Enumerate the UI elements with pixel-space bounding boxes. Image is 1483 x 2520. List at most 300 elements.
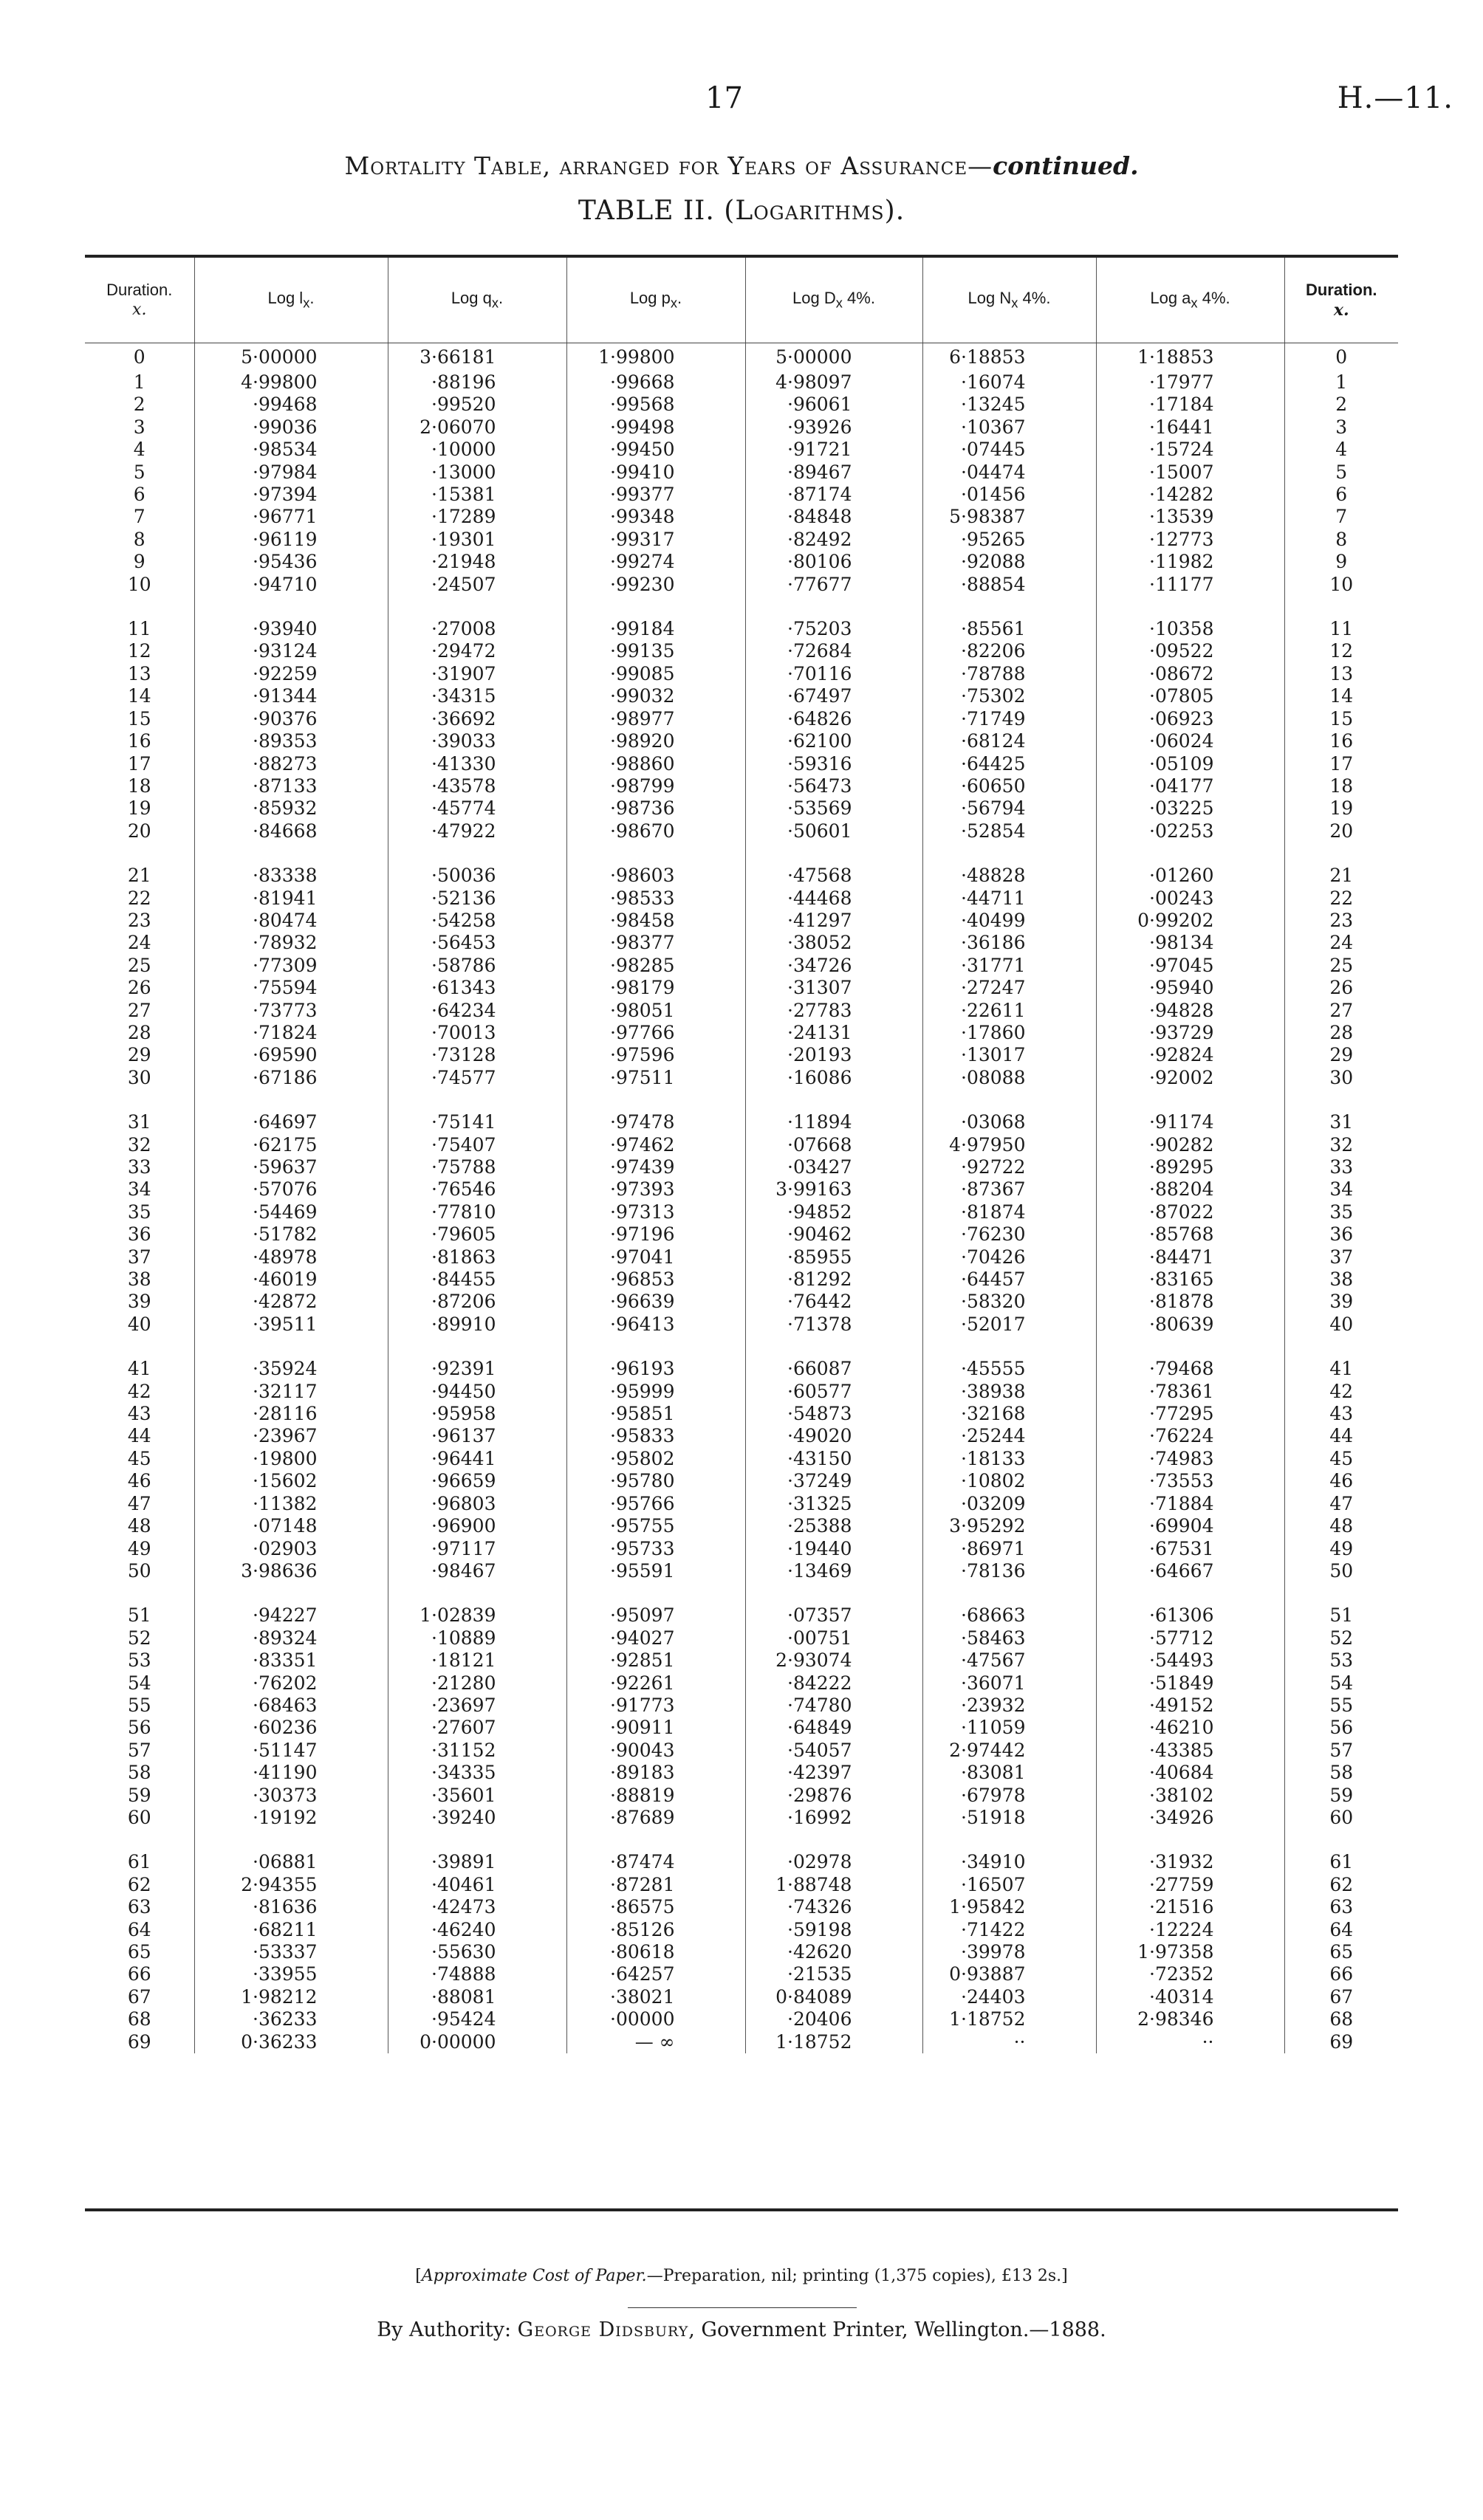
table-cell: 68 bbox=[127, 2008, 151, 2030]
table-cell: ·95940 bbox=[1096, 977, 1284, 999]
table-cell: 14 bbox=[127, 685, 151, 707]
table-cell: 1·99800 bbox=[566, 343, 745, 372]
table-cell: ·94852 bbox=[745, 1201, 922, 1223]
table-cell: ·20406 bbox=[745, 2008, 922, 2030]
table-cell: ·97478 bbox=[566, 1111, 745, 1133]
table-cell: ·71749 bbox=[922, 708, 1096, 730]
table-cell: ·34910 bbox=[922, 1851, 1096, 1873]
table-cell: ·83351 bbox=[194, 1649, 388, 1672]
table-cell: 65 bbox=[1284, 1941, 1398, 1963]
table-cell: 8 bbox=[133, 528, 145, 550]
table-cell: 53 bbox=[127, 1649, 151, 1672]
table-cell: 34 bbox=[1284, 1178, 1398, 1201]
table-cell: ·98377 bbox=[566, 932, 745, 954]
column-header-variable: x. bbox=[1333, 300, 1349, 320]
table-row bbox=[85, 1896, 1398, 1918]
table-cell: ·23967 bbox=[194, 1425, 388, 1447]
table-cell: ·67497 bbox=[745, 685, 922, 707]
column-header bbox=[745, 258, 922, 343]
table-cell: 1·95842 bbox=[922, 1896, 1096, 1918]
table-row bbox=[85, 371, 1398, 394]
table-cell: ·47567 bbox=[922, 1649, 1096, 1672]
table-cell: ·78361 bbox=[1096, 1381, 1284, 1403]
table-cell: ·67186 bbox=[194, 1067, 388, 1089]
table-cell: 38 bbox=[1284, 1268, 1398, 1291]
table-cell: 16 bbox=[1284, 730, 1398, 752]
table-cell: ·49020 bbox=[745, 1425, 922, 1447]
table-row bbox=[85, 1538, 1398, 1560]
table-cell: ·60577 bbox=[745, 1381, 922, 1403]
table-cell: ·08088 bbox=[922, 1067, 1096, 1089]
spacer-cell bbox=[745, 1089, 922, 1111]
table-cell: ·25244 bbox=[922, 1425, 1096, 1447]
table-cell: ·70426 bbox=[922, 1246, 1096, 1268]
table-cell: ·99377 bbox=[566, 484, 745, 506]
table-row bbox=[85, 1223, 1398, 1246]
table-cell: ·96639 bbox=[566, 1291, 745, 1313]
table-cell: ·95833 bbox=[566, 1425, 745, 1447]
table-caption bbox=[0, 151, 1483, 180]
table-cell: ·07357 bbox=[745, 1604, 922, 1627]
table-row bbox=[85, 1381, 1398, 1403]
table-cell: ·51918 bbox=[922, 1807, 1096, 1829]
column-header-variable: x. bbox=[132, 301, 147, 319]
spacer-cell bbox=[1096, 842, 1284, 865]
table-cell: ·45774 bbox=[388, 797, 566, 820]
spacer-cell bbox=[85, 1089, 194, 1111]
table-cell: 27 bbox=[127, 999, 151, 1021]
table-cell: 58 bbox=[1284, 1762, 1398, 1784]
table-cell: 55 bbox=[127, 1694, 151, 1716]
table-cell: 20 bbox=[127, 820, 151, 842]
table-cell: ·13245 bbox=[922, 394, 1096, 416]
table-cell: ·99668 bbox=[566, 371, 745, 394]
table-cell: ·98285 bbox=[566, 955, 745, 977]
table-row bbox=[85, 1156, 1398, 1178]
table-cell: — ∞ bbox=[566, 2031, 745, 2053]
spacer-cell bbox=[922, 1336, 1096, 1358]
table-cell: ·05109 bbox=[1096, 753, 1284, 775]
table-cell: 38 bbox=[127, 1268, 151, 1291]
table-cell: 63 bbox=[127, 1896, 151, 1918]
table-cell: 25 bbox=[127, 954, 151, 976]
table-row bbox=[85, 1111, 1398, 1133]
table-row bbox=[85, 1851, 1398, 1873]
table-cell: ·56473 bbox=[745, 775, 922, 797]
table-cell: 69 bbox=[127, 2030, 151, 2053]
table-cell: 39 bbox=[1284, 1291, 1398, 1313]
table-row bbox=[85, 1067, 1398, 1089]
table-cell: ·98051 bbox=[566, 1000, 745, 1022]
table-cell: ·64234 bbox=[388, 1000, 566, 1022]
table-cell: ·93926 bbox=[745, 416, 922, 439]
table-cell: ·64697 bbox=[194, 1111, 388, 1133]
table-cell: ·19301 bbox=[388, 529, 566, 551]
table-cell: ·21535 bbox=[745, 1963, 922, 1985]
table-row bbox=[85, 1604, 1398, 1627]
column-header bbox=[1284, 258, 1398, 343]
spacer-cell bbox=[1284, 842, 1398, 865]
table-cell: ·59316 bbox=[745, 753, 922, 775]
table-cell: ·94227 bbox=[194, 1604, 388, 1627]
table-cell: ·07148 bbox=[194, 1515, 388, 1537]
table-cell: ·27008 bbox=[388, 618, 566, 640]
table-cell: ·96137 bbox=[388, 1425, 566, 1447]
table-cell: ·96119 bbox=[194, 529, 388, 551]
spacer-cell bbox=[1096, 1089, 1284, 1111]
table-cell: ·31932 bbox=[1096, 1851, 1284, 1873]
table-cell: 1·88748 bbox=[745, 1874, 922, 1896]
column-header-suffix: . bbox=[499, 289, 504, 308]
table-cell: 30 bbox=[127, 1066, 151, 1088]
table-cell: ·93940 bbox=[194, 618, 388, 640]
footer-rule bbox=[628, 2307, 857, 2308]
table-cell: 0·36233 bbox=[194, 2031, 388, 2053]
table-cell: ·01456 bbox=[922, 484, 1096, 506]
table-cell: ·48978 bbox=[194, 1246, 388, 1268]
table-cell: ·54057 bbox=[745, 1740, 922, 1762]
table-cell: 60 bbox=[1284, 1807, 1398, 1829]
table-cell: ·48828 bbox=[922, 865, 1096, 887]
table-cell: ·97196 bbox=[566, 1223, 745, 1246]
table-cell: ·23932 bbox=[922, 1695, 1096, 1717]
table-cell: ·96441 bbox=[388, 1448, 566, 1470]
table-cell: ·02903 bbox=[194, 1538, 388, 1560]
table-cell: ·99450 bbox=[566, 439, 745, 461]
table-cell: ·95436 bbox=[194, 551, 388, 573]
table-cell: 1·98212 bbox=[194, 1986, 388, 2008]
table-cell: ·81941 bbox=[194, 888, 388, 910]
table-cell: ·68463 bbox=[194, 1695, 388, 1717]
table-cell: ·94710 bbox=[194, 574, 388, 596]
table-cell: ·98533 bbox=[566, 888, 745, 910]
table-cell: ·97394 bbox=[194, 484, 388, 506]
table-cell: ·96900 bbox=[388, 1515, 566, 1537]
table-cell: ·97393 bbox=[566, 1178, 745, 1201]
table-cell: 11 bbox=[127, 618, 151, 640]
table-cell: ·94828 bbox=[1096, 1000, 1284, 1022]
table-cell: 44 bbox=[127, 1425, 151, 1447]
table-cell: ·64257 bbox=[566, 1963, 745, 1985]
table-cell: ·40684 bbox=[1096, 1762, 1284, 1784]
table-cell: ·28116 bbox=[194, 1403, 388, 1425]
table-cell: ·39891 bbox=[388, 1851, 566, 1873]
table-cell: ·91174 bbox=[1096, 1111, 1284, 1133]
spacer-cell bbox=[388, 1089, 566, 1111]
spacer-cell bbox=[1284, 596, 1398, 618]
table-cell: ·19800 bbox=[194, 1448, 388, 1470]
table-cell: ·16086 bbox=[745, 1067, 922, 1089]
table-row bbox=[85, 2008, 1398, 2030]
table-cell: 31 bbox=[1284, 1111, 1398, 1133]
table-cell: 37 bbox=[1284, 1246, 1398, 1268]
table-cell: ·46019 bbox=[194, 1268, 388, 1291]
table-cell: ·83338 bbox=[194, 865, 388, 887]
table-cell: ·43578 bbox=[388, 775, 566, 797]
table-cell: ·40499 bbox=[922, 910, 1096, 932]
table-cell: ·69904 bbox=[1096, 1515, 1284, 1537]
group-spacer bbox=[85, 1089, 1398, 1111]
table-cell: ·45555 bbox=[922, 1358, 1096, 1380]
table-cell: 1·02839 bbox=[388, 1604, 566, 1627]
table-row bbox=[85, 708, 1398, 730]
table-cell: ·29472 bbox=[388, 640, 566, 662]
table-cell: ·97462 bbox=[566, 1134, 745, 1156]
table-cell: ·29876 bbox=[745, 1785, 922, 1807]
table-row bbox=[85, 797, 1398, 820]
table-cell: ·89183 bbox=[566, 1762, 745, 1784]
table-cell: ·99520 bbox=[388, 394, 566, 416]
table-cell: ·74780 bbox=[745, 1695, 922, 1717]
cost-note: [Approximate Cost of Paper.—Preparation, nil; printing (1,375 copies), £13 2s.] bbox=[415, 2267, 1068, 2285]
column-header-subscript: x bbox=[303, 295, 310, 311]
spacer-cell bbox=[922, 842, 1096, 865]
table-cell: ·70116 bbox=[745, 663, 922, 685]
table-cell: ·98860 bbox=[566, 753, 745, 775]
table-cell: ·38102 bbox=[1096, 1785, 1284, 1807]
table-cell: ·88854 bbox=[922, 574, 1096, 596]
spacer-cell bbox=[566, 1089, 745, 1111]
table-cell: ·95424 bbox=[388, 2008, 566, 2030]
table-cell: ·50601 bbox=[745, 820, 922, 842]
table-cell: ·80618 bbox=[566, 1941, 745, 1963]
table-cell: 30 bbox=[1284, 1067, 1398, 1089]
table-cell: ·96659 bbox=[388, 1470, 566, 1492]
table-row bbox=[85, 1785, 1398, 1807]
group-spacer bbox=[85, 1336, 1398, 1358]
table-cell: ·87022 bbox=[1096, 1201, 1284, 1223]
table-cell: ·98179 bbox=[566, 977, 745, 999]
table-row bbox=[85, 1874, 1398, 1896]
table-cell: ·31307 bbox=[745, 977, 922, 999]
authority-suffix: , Government Printer, Wellington.—1888. bbox=[688, 2318, 1106, 2341]
table-row bbox=[85, 640, 1398, 662]
spacer-cell bbox=[745, 1829, 922, 1851]
column-header-label: Log D bbox=[792, 289, 836, 308]
table-cell: ·98920 bbox=[566, 730, 745, 752]
table-cell: ·95265 bbox=[922, 529, 1096, 551]
table-cell: ·95851 bbox=[566, 1403, 745, 1425]
table-cell: 7 bbox=[133, 506, 145, 528]
column-header bbox=[1096, 258, 1284, 343]
table-row bbox=[85, 1358, 1398, 1380]
table-cell: ·17977 bbox=[1096, 371, 1284, 394]
column-header-label: Log N bbox=[967, 289, 1012, 308]
table-cell: ·34335 bbox=[388, 1762, 566, 1784]
table-cell: ·88273 bbox=[194, 753, 388, 775]
table-cell: ·15602 bbox=[194, 1470, 388, 1492]
table-cell: ·84455 bbox=[388, 1268, 566, 1291]
table-cell: ·87689 bbox=[566, 1807, 745, 1829]
printer-name: George Didsbury bbox=[517, 2318, 689, 2341]
table-cell: 44 bbox=[1284, 1425, 1398, 1447]
table-cell: ·01260 bbox=[1096, 865, 1284, 887]
table-cell: ·78788 bbox=[922, 663, 1096, 685]
table-cell: ·22611 bbox=[922, 1000, 1096, 1022]
table-cell: 41 bbox=[1284, 1358, 1398, 1380]
column-header-suffix: . bbox=[677, 289, 682, 308]
table-row bbox=[85, 439, 1398, 461]
table-cell: ·35601 bbox=[388, 1785, 566, 1807]
table-row bbox=[85, 1627, 1398, 1649]
table-cell: ·87281 bbox=[566, 1874, 745, 1896]
table-cell: ·97984 bbox=[194, 461, 388, 484]
table-cell: 42 bbox=[127, 1380, 151, 1402]
table-cell: ·40461 bbox=[388, 1874, 566, 1896]
table-cell: 43 bbox=[1284, 1403, 1398, 1425]
table-cell: 47 bbox=[1284, 1493, 1398, 1515]
table-cell: ·70013 bbox=[388, 1022, 566, 1044]
table-cell: ·76230 bbox=[922, 1223, 1096, 1246]
table-cell: ·12224 bbox=[1096, 1919, 1284, 1941]
table-row bbox=[85, 955, 1398, 977]
table-cell: ·41190 bbox=[194, 1762, 388, 1784]
table-cell: ·74577 bbox=[388, 1067, 566, 1089]
table-cell: ·98467 bbox=[388, 1560, 566, 1582]
table-cell: ·15724 bbox=[1096, 439, 1284, 461]
table-row bbox=[85, 1291, 1398, 1313]
table-row bbox=[85, 1493, 1398, 1515]
table-cell: ·89295 bbox=[1096, 1156, 1284, 1178]
table-cell: 4·97950 bbox=[922, 1134, 1096, 1156]
table-cell: ·95755 bbox=[566, 1515, 745, 1537]
table-cell: 55 bbox=[1284, 1695, 1398, 1717]
table-cell: ·27783 bbox=[745, 1000, 922, 1022]
table-cell: ·38938 bbox=[922, 1381, 1096, 1403]
table-cell: ·99468 bbox=[194, 394, 388, 416]
table-cell: 7 bbox=[1284, 506, 1398, 528]
table-cell: ·02253 bbox=[1096, 820, 1284, 842]
table-cell: ·64667 bbox=[1096, 1560, 1284, 1582]
table-cell: 61 bbox=[1284, 1851, 1398, 1873]
table-cell: ·81863 bbox=[388, 1246, 566, 1268]
spacer-cell bbox=[1096, 1829, 1284, 1851]
table-cell: ·24507 bbox=[388, 574, 566, 596]
table-cell: ·52017 bbox=[922, 1314, 1096, 1336]
table-cell: 6 bbox=[133, 484, 145, 506]
table-cell: 54 bbox=[1284, 1672, 1398, 1695]
table-cell: 16 bbox=[127, 730, 151, 752]
spacer-cell bbox=[388, 842, 566, 865]
table-cell: ·76442 bbox=[745, 1291, 922, 1313]
table-cell: 0·99202 bbox=[1096, 910, 1284, 932]
table-cell: ·38052 bbox=[745, 932, 922, 954]
table-cell: ·17184 bbox=[1096, 394, 1284, 416]
table-cell: ·21516 bbox=[1096, 1896, 1284, 1918]
column-header-label: Log a bbox=[1150, 289, 1191, 308]
table-cell: ·11382 bbox=[194, 1493, 388, 1515]
table-cell: ·98799 bbox=[566, 775, 745, 797]
table-cell: ·54493 bbox=[1096, 1649, 1284, 1672]
table-cell: ·79468 bbox=[1096, 1358, 1284, 1380]
table-cell: ·74888 bbox=[388, 1963, 566, 1985]
table-cell: 28 bbox=[127, 1021, 151, 1043]
table-cell: ·03209 bbox=[922, 1493, 1096, 1515]
table-row bbox=[85, 1941, 1398, 1963]
table-cell: ·17289 bbox=[388, 506, 566, 528]
table-cell: ·51147 bbox=[194, 1740, 388, 1762]
table-cell: ·80106 bbox=[745, 551, 922, 573]
table-cell: ·99410 bbox=[566, 461, 745, 484]
table-cell: 53 bbox=[1284, 1649, 1398, 1672]
table-cell: ·19192 bbox=[194, 1807, 388, 1829]
table-cell: ·68124 bbox=[922, 730, 1096, 752]
table-cell: ·91344 bbox=[194, 685, 388, 707]
spacer-cell bbox=[566, 1829, 745, 1851]
table-cell: ·39240 bbox=[388, 1807, 566, 1829]
table-cell: ·85955 bbox=[745, 1246, 922, 1268]
table-cell: ·14282 bbox=[1096, 484, 1284, 506]
spacer-cell bbox=[85, 1336, 194, 1358]
table-cell: ·80474 bbox=[194, 910, 388, 932]
table-cell: 46 bbox=[1284, 1470, 1398, 1492]
table-cell: ·75302 bbox=[922, 685, 1096, 707]
table-cell: ·99032 bbox=[566, 685, 745, 707]
table-cell: ·16441 bbox=[1096, 416, 1284, 439]
spacer-cell bbox=[194, 1829, 388, 1851]
table-row bbox=[85, 1695, 1398, 1717]
table-cell: ·41330 bbox=[388, 753, 566, 775]
table-cell: ·92261 bbox=[566, 1672, 745, 1695]
table-cell: ·10358 bbox=[1096, 618, 1284, 640]
column-header bbox=[566, 258, 745, 343]
table-cell: ·39511 bbox=[194, 1314, 388, 1336]
table-cell: 9 bbox=[133, 551, 145, 573]
table-row bbox=[85, 416, 1398, 439]
table-cell: ·99085 bbox=[566, 663, 745, 685]
table-cell: ·96771 bbox=[194, 506, 388, 528]
spacer-cell bbox=[566, 1582, 745, 1604]
table-cell: ·09522 bbox=[1096, 640, 1284, 662]
table-cell: 0 bbox=[133, 346, 145, 368]
table-cell: ·97313 bbox=[566, 1201, 745, 1223]
table-cell: 2·94355 bbox=[194, 1874, 388, 1896]
table-cell: 31 bbox=[127, 1111, 151, 1133]
table-cell: ·31907 bbox=[388, 663, 566, 685]
table-cell: ·97041 bbox=[566, 1246, 745, 1268]
table-cell: ·00751 bbox=[745, 1627, 922, 1649]
table-cell: ·92851 bbox=[566, 1649, 745, 1672]
table-cell: ·84668 bbox=[194, 820, 388, 842]
column-header bbox=[922, 258, 1096, 343]
table-row bbox=[85, 551, 1398, 573]
table-cell: ·84848 bbox=[745, 506, 922, 528]
table-cell: ·89467 bbox=[745, 461, 922, 484]
table-cell: ·11059 bbox=[922, 1717, 1096, 1739]
table-cell: ·92722 bbox=[922, 1156, 1096, 1178]
table-row bbox=[85, 977, 1398, 999]
table-cell: ·03225 bbox=[1096, 797, 1284, 820]
table-cell: 49 bbox=[127, 1537, 151, 1559]
table-cell: 18 bbox=[1284, 775, 1398, 797]
table-cell: 4·99800 bbox=[194, 371, 388, 394]
table-cell: 50 bbox=[127, 1559, 151, 1582]
table-cell: ·61343 bbox=[388, 977, 566, 999]
table-cell: ·77295 bbox=[1096, 1403, 1284, 1425]
column-header bbox=[194, 258, 388, 343]
table-cell: ·54873 bbox=[745, 1403, 922, 1425]
table-cell: 46 bbox=[127, 1470, 151, 1492]
table-row bbox=[85, 574, 1398, 596]
column-header-suffix: 4%. bbox=[842, 289, 875, 308]
column-header bbox=[388, 258, 566, 343]
table-cell: ·88819 bbox=[566, 1785, 745, 1807]
table-cell: ·16507 bbox=[922, 1874, 1096, 1896]
table-row bbox=[85, 1560, 1398, 1582]
table-cell: 19 bbox=[127, 797, 151, 820]
table-cell: ·94027 bbox=[566, 1627, 745, 1649]
table-row bbox=[85, 1403, 1398, 1425]
